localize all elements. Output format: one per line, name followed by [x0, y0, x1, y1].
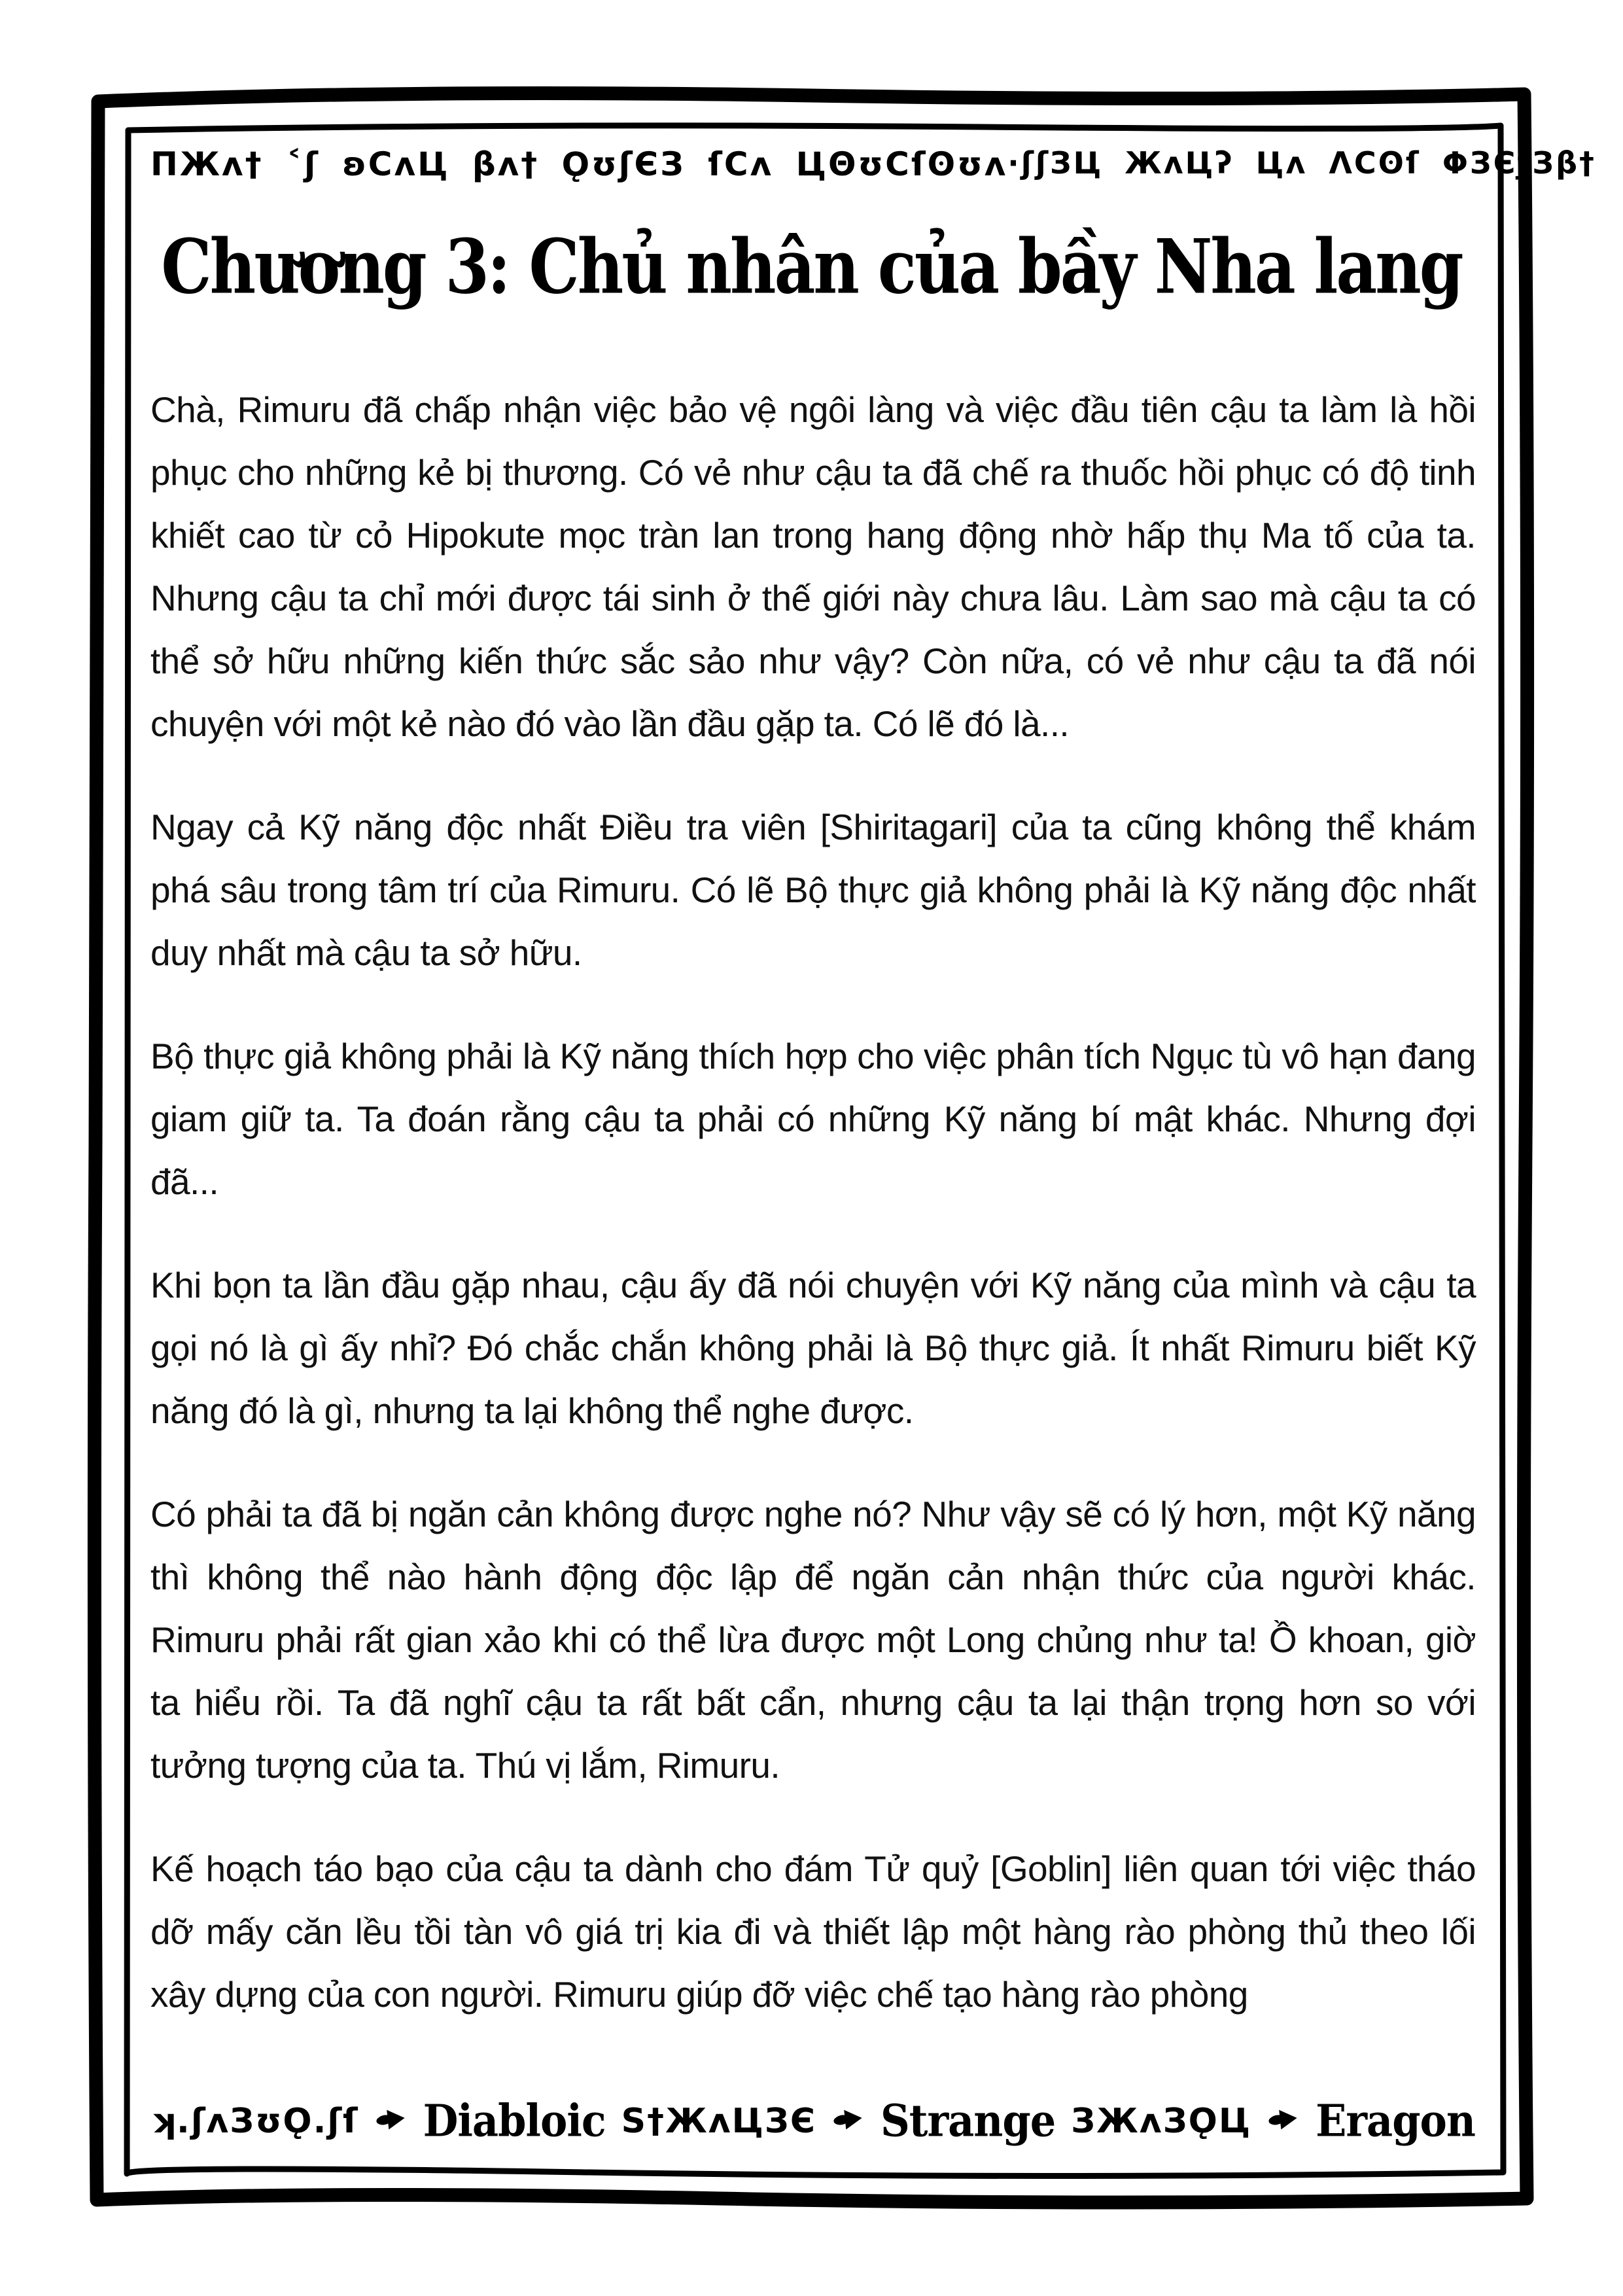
paragraph: Khi bọn ta lần đầu gặp nhau, cậu ấy đã nói chuyện với Kỹ năng của mình và cậu ta gọi nó là gì ấy nhỉ? Đó chắc chắn không phải là Bộ thực giả. Ít nhất Rimuru biết Kỹ năng đó là gì, nhưng ta lại không thể nghe được. [150, 1265, 1476, 1431]
paragraph: Ngay cả Kỹ năng độc nhất Điều tra viên [Shiritagari] của ta cũng không thể khám phá sâu trong tâm trí của Rimuru. Có lẽ Bộ thực giả không phải là Kỹ năng độc nhất duy nhất mà cậu ta sở hữu. [150, 807, 1476, 973]
glossary-translation: Strange [881, 2095, 1056, 2147]
glossary-runic: ЗЖʌЗǪЦ [1071, 2101, 1252, 2141]
glossary-runic: ʞ.ʃʌЗʊǪ.ʃſ [150, 2101, 359, 2141]
paragraph: Có phải ta đã bị ngăn cản không được nghe nó? Như vậy sẽ có lý hơn, một Kỹ năng thì không thể nào hành động độc lập để ngăn cản nhận thức của người khác. Rimuru phải rất gian xảo khi có thể lừa được một Long chủng như ta! Ồ khoan, giờ ta hiểu rồi. Ta đã nghĩ cậu ta rất bất cẩn, nhưng cậu ta lại thận trọng hơn so với tưởng tượng của ta. Thú vị lắm, Rimuru. [150, 1494, 1476, 1786]
chapter-body [150, 378, 1476, 2026]
runic-text-right: ·ʃʃЗЦ ЖʌЦʔ Цʌ ΛCʘſ ΦЗЄƒЗβ† [1007, 145, 1596, 181]
arrow-right-icon [374, 2105, 407, 2138]
glossary-translation: Eragon [1316, 2095, 1475, 2147]
arrow-right-icon [832, 2105, 865, 2138]
runic-header [150, 145, 1596, 183]
glossary-item [150, 2097, 606, 2145]
glossary-translation: Diabloic [423, 2095, 606, 2147]
paragraph: Kế hoạch táo bạo của cậu ta dành cho đám Tử quỷ [Goblin] liên quan tới việc tháo dỡ mấy căn lều tồi tàn vô giá trị kia đi và thiết lập một hàng rào phòng thủ theo lối xây dựng của con người. Rimuru giúp đỡ việc chế tạo hàng rào phòng [150, 1848, 1476, 2015]
arrow-right-icon [1267, 2105, 1300, 2138]
paragraph: Chà, Rimuru đã chấp nhận việc bảo vệ ngôi làng và việc đầu tiên cậu ta làm là hồi phục cho những kẻ bị thương. Có vẻ như cậu ta đã chế ra thuốc hồi phục có độ tinh khiết cao từ cỏ Hipokute mọc tràn lan trong hang động nhờ hấp thụ Ma tố của ta. Nhưng cậu ta chỉ mới được tái sinh ở thế giới này chưa lâu. Làm sao mà cậu ta có thể sở hữu những kiến thức sắc sảo như vậy? Còn nữa, có vẻ như cậu ta đã nói chuyện với một kẻ nào đó vào lần đầu gặp ta. Có lẽ đó là... [150, 389, 1476, 744]
glossary-item [621, 2097, 1056, 2145]
glossary-item [1071, 2097, 1475, 2145]
glossary-footer [150, 2097, 1475, 2145]
runic-text-left: ΠЖʌ† ˂ʃ ʚCʌЦ βʌ† ǪʊʃЄЗ ſCʌ ЦΘʊCſʘʊʌ [150, 145, 1008, 183]
glossary-runic: Ѕ†ЖʌЦЗЄ [621, 2101, 817, 2141]
paragraph: Bộ thực giả không phải là Kỹ năng thích hợp cho việc phân tích Ngục tù vô hạn đang giam giữ ta. Ta đoán rằng cậu ta phải có những Kỹ năng bí mật khác. Nhưng đợi đã... [150, 1036, 1476, 1202]
chapter-title: Chương 3: Chủ nhân của bầy Nha lang [161, 222, 1462, 311]
